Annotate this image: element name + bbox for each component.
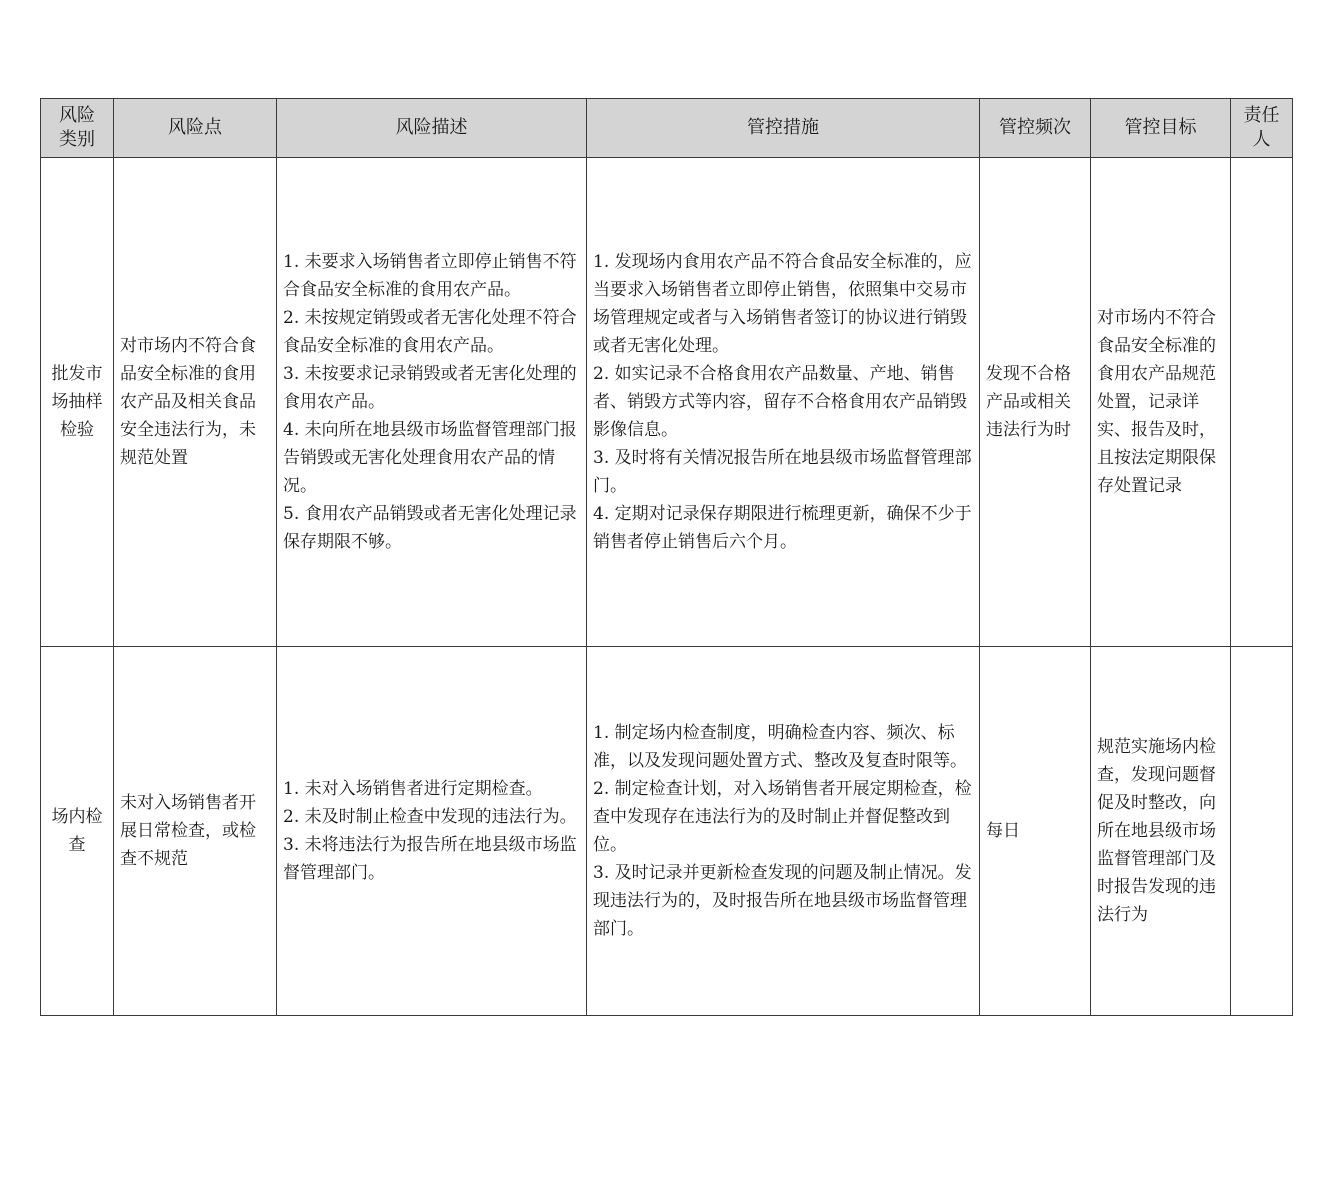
cell-risk-point: 对市场内不符合食品安全标准的食用农产品及相关食品安全违法行为，未规范处置 [114, 158, 277, 647]
header-risk-category: 风险 类别 [41, 99, 114, 158]
cell-risk-description: 1. 未要求入场销售者立即停止销售不符合食品安全标准的食用农产品。 2. 未按规定销毁或者无害化处理不符合食品安全标准的食用农产品。 3. 未按要求记录销毁或者无害化处理的食用农产品。 4. 未向所在地县级市场监督管理部门报告销毁或无害化处理食用农产品的情况。 5. 食用农产品销毁或者无害化处理记录保存期限不够。 [277, 158, 587, 647]
cell-control-measures: 1. 发现场内食用农产品不符合食品安全标准的，应当要求入场销售者立即停止销售，依照集中交易市场管理规定或者与入场销售者签订的协议进行销毁或者无害化处理。 2. 如实记录不合格食用农产品数量、产地、销售者、销毁方式等内容，留存不合格食用农产品销毁影像信息。 3. 及时将有关情况报告所在地县级市场监督管理部门。 4. 定期对记录保存期限进行梳理更新，确保不少于销售者停止销售后六个月。 [587, 158, 980, 647]
table-row [41, 158, 1293, 647]
cell-control-frequency: 发现不合格产品或相关违法行为时 [980, 158, 1091, 647]
cell-risk-category: 批发市 场抽样 检验 [41, 158, 114, 647]
cell-control-measures: 1. 制定场内检查制度，明确检查内容、频次、标准，以及发现问题处置方式、整改及复查时限等。 2. 制定检查计划，对入场销售者开展定期检查，检查中发现存在违法行为的及时制止并督促整改到位。 3. 及时记录并更新检查发现的问题及制止情况。发现违法行为的，及时报告所在地县级市场监督管理部门。 [587, 647, 980, 1016]
cell-control-target: 对市场内不符合食品安全标准的食用农产品规范处置，记录详实、报告及时，且按法定期限保存处置记录 [1091, 158, 1231, 647]
header-row [41, 99, 1293, 158]
cell-risk-point: 未对入场销售者开展日常检查，或检查不规范 [114, 647, 277, 1016]
cell-control-target: 规范实施场内检查，发现问题督促及时整改，向所在地县级市场监督管理部门及时报告发现的违法行为 [1091, 647, 1231, 1016]
cell-responsible-person [1231, 158, 1293, 647]
header-responsible-person: 责任 人 [1231, 99, 1293, 158]
header-control-frequency: 管控频次 [980, 99, 1091, 158]
header-risk-point: 风险点 [114, 99, 277, 158]
header-control-measures: 管控措施 [587, 99, 980, 158]
cell-risk-category: 场内检 查 [41, 647, 114, 1016]
header-risk-description: 风险描述 [277, 99, 587, 158]
cell-responsible-person [1231, 647, 1293, 1016]
cell-risk-description: 1. 未对入场销售者进行定期检查。 2. 未及时制止检查中发现的违法行为。 3. 未将违法行为报告所在地县级市场监督管理部门。 [277, 647, 587, 1016]
cell-control-frequency: 每日 [980, 647, 1091, 1016]
risk-control-table [40, 98, 1293, 1016]
table-row [41, 647, 1293, 1016]
header-control-target: 管控目标 [1091, 99, 1231, 158]
